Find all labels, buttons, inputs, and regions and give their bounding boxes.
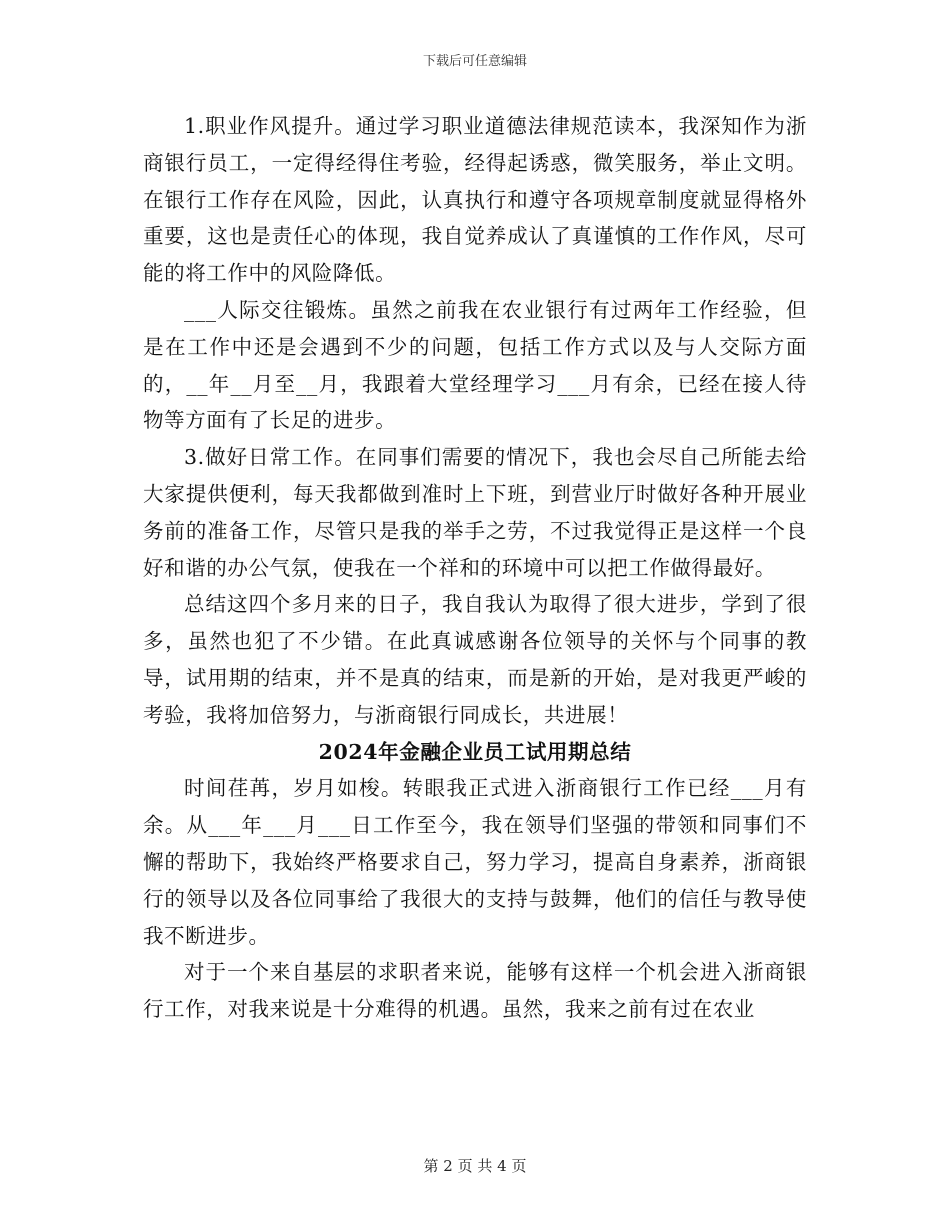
page-footer: 第 2 页 共 4 页 <box>423 1157 527 1175</box>
paragraph-career-style: 1.职业作风提升。通过学习职业道德法律规范读本，我深知作为浙商银行员工，一定得经得住考验，经得起诱惑，微笑服务，举止文明。在银行工作存在风险，因此，认真执行和遵守各项规章制度就显得格外重要，这也是责任心的体现，我自觉养成认了真谨慎的工作作风，尽可能的将工作中的风险降低。 <box>143 114 807 286</box>
paragraph-daily-work: 3.做好日常工作。在同事们需要的情况下，我也会尽自己所能去给大家提供便利，每天我都做到准时上下班，到营业厅时做好各种开展业务前的准备工作，尽管只是我的举手之劳，不过我觉得正是这样一个良好和谐的办公气氛，使我在一个祥和的环境中可以把工作做得最好。 <box>143 445 807 580</box>
paragraph-opportunity: 对于一个来自基层的求职者来说，能够有这样一个机会进入浙商银行工作，对我来说是十分难得的机遇。虽然，我来之前有过在农业 <box>143 960 807 1022</box>
page-header: 下载后可任意编辑 <box>422 54 527 69</box>
document-body <box>143 108 807 1028</box>
paragraph-interpersonal: ___人际交往锻炼。虽然之前我在农业银行有过两年工作经验，但是在工作中还是会遇到不少的问题，包括工作方式以及与人交际方面的，__年__月至__月，我跟着大堂经理学习___月有余，已经在接人待物等方面有了长足的进步。 <box>143 297 807 433</box>
section-title: 2024年金融企业员工试用期总结 <box>318 739 632 764</box>
paragraph-intro: 时间荏苒，岁月如梭。转眼我正式进入浙商银行工作已经___月有余。从___年___月___日工作至今，我在领导们坚强的带领和同事们不懈的帮助下，我始终严格要求自己，努力学习，提高自身素养，浙商银行的领导以及各位同事给了我很大的支持与鼓舞，他们的信任与教导使我不断进步。 <box>143 776 807 948</box>
paragraph-summary: 总结这四个多月来的日子，我自我认为取得了很大进步，学到了很多，虽然也犯了不少错。在此真诚感谢各位领导的关怀与个同事的教导，试用期的结束，并不是真的结束，而是新的开始，是对我更严峻的考验，我将加倍努力，与浙商银行同成长，共进展！ <box>143 592 807 727</box>
